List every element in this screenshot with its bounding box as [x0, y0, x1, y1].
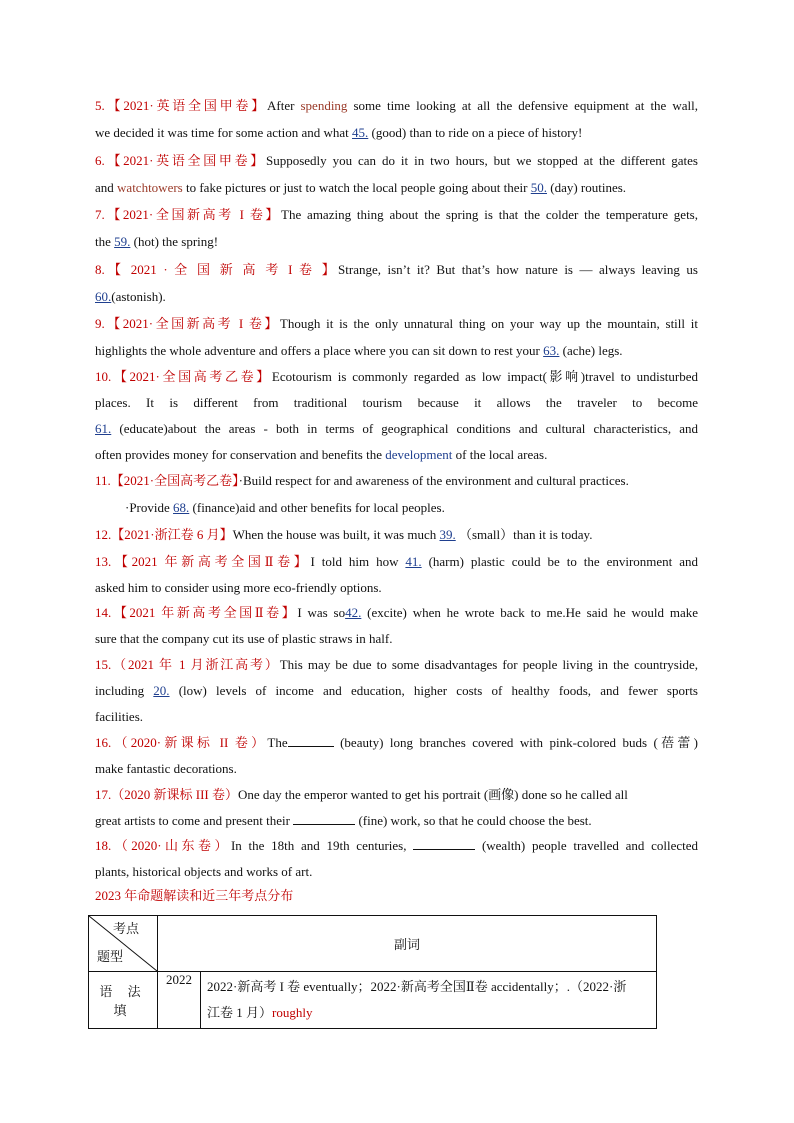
q10-line1: 10.【2021·全国高考乙卷】Ecotourism is commonly regarded as low impact(影响)travel to undisturbed [95, 369, 698, 384]
q6-line1: 6.【2021·英语全国甲卷】Supposedly you can do it in two hours, but we stopped at the different gates [95, 153, 698, 168]
answer-blank[interactable]: 68. [173, 500, 190, 515]
question-18 [95, 833, 698, 885]
answer-blank[interactable]: 20. [153, 683, 170, 698]
q18-line1: 18.（2020·山东卷）In the 18th and 19th centuries, (wealth) people travelled and collected [95, 838, 698, 853]
answer-blank[interactable]: 39. [439, 527, 456, 542]
q14-line2: sure that the company cut its use of plastic straws in half. [95, 631, 393, 646]
q9-line1: 9.【2021·全国新高考 I 卷】Though it is the only unnatural thing on your way up the mountain, still it [95, 316, 698, 331]
content-line-2: 江卷 1 月）roughly [207, 1005, 313, 1020]
answer-blank[interactable]: 59. [114, 234, 131, 249]
q18-line2: plants, historical objects and works of art. [95, 864, 313, 879]
exam-content-cell [201, 972, 657, 1029]
answer-blank[interactable]: 41. [405, 554, 422, 569]
question-17 [95, 782, 698, 834]
q15-line1: 15.（2021 年 1 月浙江高考）This may be due to some disadvantages for people living in the countryside, [95, 657, 698, 672]
q5-line2: we decided it was time for some action and what 45. (good) than to ride on a piece of history! [95, 125, 583, 140]
question-13 [95, 549, 698, 601]
question-16 [95, 730, 698, 782]
answer-blank[interactable]: 45. [352, 125, 369, 140]
answer-blank[interactable]: 61. [95, 421, 112, 436]
q13-line2: asked him to consider using more eco-friendly options. [95, 580, 382, 595]
q10-line2: places. It is different from traditional tourism because it allows the traveler to become [95, 395, 698, 410]
q11-line2: ·Provide 68. (finance)aid and other benefits for local peoples. [125, 500, 445, 515]
answer-blank[interactable]: 60. [95, 289, 112, 304]
answer-blank[interactable]: 42. [345, 605, 362, 620]
answer-blank[interactable] [293, 812, 355, 825]
q17-line1: 17.（2020 新课标 III 卷）One day the emperor wanted to get his portrait (画像) done so he called all [95, 787, 628, 802]
question-8 [95, 256, 698, 310]
question-12 [95, 521, 698, 548]
q10-line3: 61. (educate)about the areas - both in terms of geographical conditions and cultural characteristics, and [95, 421, 698, 436]
q8-line1: 8.【 2021 · 全 国 新 高 考 I 卷 】Strange, isn’t it? But that’s how nature is — always leaving us [95, 262, 698, 277]
q16-line2: make fantastic decorations. [95, 761, 237, 776]
q15-line3: facilities. [95, 709, 144, 724]
answer-blank[interactable] [413, 837, 475, 850]
q10-line4: often provides money for conservation and benefits the development of the local areas. [95, 447, 548, 462]
header-diagonal-cell [89, 916, 158, 972]
question-10 [95, 364, 698, 468]
distribution-table [88, 915, 657, 1029]
q14-line1: 14.【2021 年新高考全国Ⅱ卷】I was so42. (excite) when he wrote back to me.He said he would make [95, 605, 699, 620]
section-title: 2023 年命题解读和近三年考点分布 [95, 888, 294, 903]
header-type-label: 题型 [97, 949, 124, 964]
q11-line1: 11.【2021·全国高考乙卷】·Build respect for and awareness of the environment and cultural practices. [95, 473, 629, 488]
q7-line1: 7.【2021·全国新高考 I 卷】The amazing thing about the spring is that the colder the temperature gets, [95, 207, 698, 222]
q5-line1: 5.【2021·英语全国甲卷】After spending some time looking at all the defensive equipment at the wall, [95, 98, 698, 113]
row-label: 语 法 填 [89, 972, 158, 1029]
question-14 [95, 600, 698, 652]
question-5 [95, 92, 698, 146]
answer-blank[interactable] [288, 734, 334, 747]
answer-blank[interactable]: 63. [543, 343, 560, 358]
q9-line2: highlights the whole adventure and offers a place where you can sit down to rest your 63. (ache) legs. [95, 343, 623, 358]
question-11 [95, 467, 698, 521]
q8-line2: 60.(astonish). [95, 289, 166, 304]
question-6 [95, 147, 698, 201]
q16-line1: 16.（2020·新课标 II 卷）The (beauty) long branches covered with pink-colored buds (蓓蕾) [95, 735, 698, 750]
question-7 [95, 201, 698, 255]
q12-line1: 12.【2021·浙江卷 6 月】When the house was built, it was much 39. （small）than it is today. [95, 527, 593, 542]
q15-line2: including 20. (low) levels of income and education, higher costs of healthy foods, and fewer sports [95, 683, 698, 698]
q6-line2: and watchtowers to fake pictures or just to watch the local people going about their 50. (day) routines. [95, 180, 627, 195]
year-cell: 2022 [158, 972, 201, 1029]
content-line-1: 2022·新高考 I 卷 eventually；2022·新高考全国Ⅱ卷 accidentally；.（2022·浙 [207, 979, 627, 994]
q7-line2: the 59. (hot) the spring! [95, 234, 219, 249]
question-15 [95, 652, 698, 730]
q13-line1: 13.【2021 年新高考全国Ⅱ卷】I told him how 41. (harm) plastic could be to the environment and [95, 554, 698, 569]
question-9 [95, 310, 698, 364]
q17-line2: great artists to come and present their (fine) work, so that he could choose the best. [95, 813, 592, 828]
category-header: 副词 [158, 916, 657, 972]
answer-blank[interactable]: 50. [530, 180, 547, 195]
header-topic-label: 考点 [112, 921, 139, 936]
